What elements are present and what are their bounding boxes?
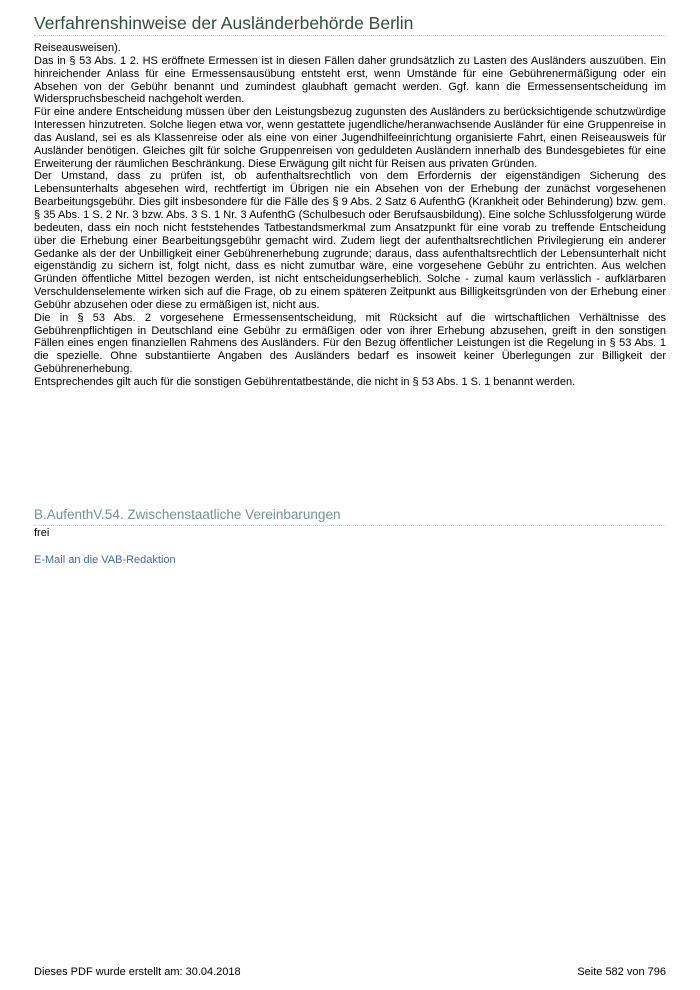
paragraph-3: Für eine andere Entscheidung müssen über den Leistungsbezug zugunsten des Ausländers zu berücksichtigende schutzwürdige Interessen hinzutreten. Solche liegen etwa vor, wenn gestattete jugendliche/heranwachsende Ausländer für eine Gruppenreise in das Ausland, sei es als Klassenreise oder als eine von einer Jugendhilfeeinrichtung organisierte Fahrt, einen Reiseausweis für Ausländer benötigen. Gleiches gilt für solche Gruppenreisen von geduldeten Ausländern innerhalb des Bundesgebietes für eine Erweiterung der räumlichen Beschränkung. Diese Erwägung gilt nicht für Reisen aus privaten Gründen. xyxy=(34,106,666,170)
footer-created-date: Dieses PDF wurde erstellt am: 30.04.2018 xyxy=(34,966,241,978)
paragraph-5: Die in § 53 Abs. 2 vorgesehene Ermessensentscheidung, mit Rücksicht auf die wirtschaftlichen Verhältnisse des Gebührenpflichtigen in Deutschland eine Gebühr zu ermäßigen oder von ihrer Erhebung abzusehen, greift in den sonstigen Fällen eines engen finanziellen Rahmens des Ausländers. Für den Bezug öffentlicher Leistungen ist die Regelung in § 53 Abs. 1 die spezielle. Ohne substantiierte Angaben des Ausländers bedarf es insoweit keiner Überlegungen zur Billigkeit der Gebührenerhebung. xyxy=(34,311,666,376)
body-text xyxy=(34,42,666,389)
document-title: Verfahrenshinweise der Ausländerbehörde Berlin xyxy=(34,12,666,36)
paragraph-4: Der Umstand, dass zu prüfen ist, ob aufenthaltsrechtlich von dem Erfordernis der eigenständigen Sicherung des Lebensunterhalts abgesehen wird, rechtfertigt im Übrigen nie ein Absehen von der Erhebung der zunächst vorgesehenen Bearbeitungsgebühr. Dies gilt insbesondere für die Fälle des § 9 Abs. 2 Satz 6 AufenthG (Krankheit oder Behinderung) bzw. gem. § 35 Abs. 1 S. 2 Nr. 3 bzw. Abs. 3 S. 1 Nr. 3 AufenthG (Schulbesuch oder Berufsausbildung). Eine solche Schlussfolgerung würde bedeuten, dass ein noch nicht feststehendes Tatbestandsmerkmal zum Ansatzpunkt für eine vorab zu treffende Entscheidung über die Erhebung einer Bearbeitungsgebühr gemacht wird. Zudem liegt der aufenthaltsrechtlichen Privilegierung ein anderer Gedanke als der der Unbilligkeit einer Gebührenerhebung zugrunde; daraus, dass aufenthaltsrechtlich der Lebensunterhalt nicht eigenständig zu sichern ist, folgt nicht, dass es nicht zumutbar wäre, eine vorgesehene Gebühr zu entrichten. Aus welchen Gründen öffentliche Mittel bezogen werden, ist nicht entscheidungserheblich. Solche - zumal kaum verlässlich - aufklärbaren Verschuldenselemente wirken sich auf die Frage, ob zu einem späteren Zeitpunkt aus Billigkeitsgründen von der Erhebung einer Gebühr abzusehen oder diese zu ermäßigen ist, nicht aus. xyxy=(34,170,666,311)
section-text: frei xyxy=(34,527,50,539)
paragraph-1: Reiseausweisen). xyxy=(34,42,121,54)
paragraph-2: Das in § 53 Abs. 1 2. HS eröffnete Ermessen ist in diesen Fällen daher grundsätzlich zu Lasten des Ausländers auszuüben. Ein hinreichender Anlass für eine Ermessensausübung entsteht erst, wenn Umstände für eine Gebührenermäßigung oder ein Absehen von der Gebühr benannt und zumindest glaubhaft gemacht werden. Ggf. kann die Ermessensentscheidung im Widerspruchsbescheid nachgeholt werden. xyxy=(34,54,666,106)
document-page xyxy=(34,0,666,990)
footer-page-number: Seite 582 von 796 xyxy=(577,966,666,978)
paragraph-6: Entsprechendes gilt auch für die sonstigen Gebührentatbestände, die nicht in § 53 Abs. 1 S. 1 benannt werden. xyxy=(34,375,576,388)
email-editorial-link[interactable]: E-Mail an die VAB-Redaktion xyxy=(34,554,176,566)
section-heading: B.AufenthV.54. Zwischenstaatliche Vereinbarungen xyxy=(34,506,666,526)
